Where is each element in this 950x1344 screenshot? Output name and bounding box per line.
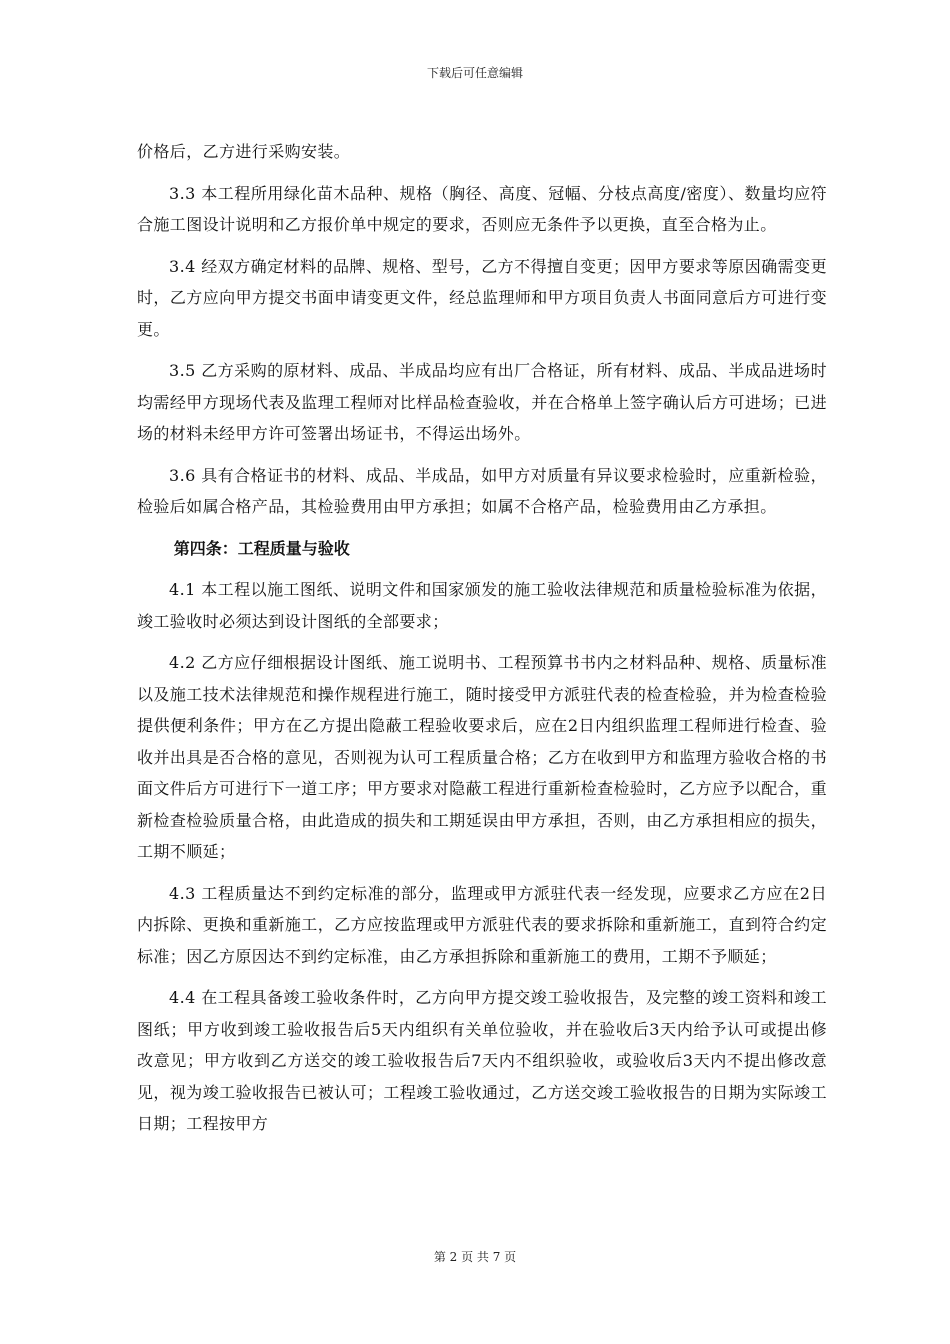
- clause-4-1: 4.1 本工程以施工图纸、说明文件和国家颁发的施工验收法律规范和质量检验标准为依据，竣工验收时必须达到设计图纸的全部要求；: [137, 580, 827, 631]
- page-footer-page-number: 第 2 页 共 7 页: [433, 1250, 517, 1264]
- clause-4-3: 4.3 工程质量达不到约定标准的部分，监理或甲方派驻代表一经发现，应要求乙方应在2日内拆除、更换和重新施工，乙方应按监理或甲方派驻代表的要求拆除和重新施工，直到符合约定标准；因乙方原因达不到约定标准，由乙方承担拆除和重新施工的费用，工期不予顺延；: [137, 883, 827, 966]
- paragraph-continuation: 价格后，乙方进行采购安装。: [137, 142, 351, 161]
- document-body: [137, 136, 827, 1150]
- clause-3-3: 3.3 本工程所用绿化苗木品种、规格（胸径、高度、冠幅、分枝点高度/密度）、数量均应符合施工图设计说明和乙方报价单中规定的要求，否则应无条件予以更换，直至合格为止。: [137, 183, 827, 234]
- clause-4-4: 4.4 在工程具备竣工验收条件时，乙方向甲方提交竣工验收报告，及完整的竣工资料和竣工图纸；甲方收到竣工验收报告后5天内组织有关单位验收，并在验收后3天内给予认可或提出修改意见；甲方收到乙方送交的竣工验收报告后7天内不组织验收，或验收后3天内不提出修改意见，视为竣工验收报告已被认可；工程竣工验收通过，乙方送交竣工验收报告的日期为实际竣工日期；工程按甲方: [137, 988, 827, 1133]
- section-heading-article-4: 第四条：工程质量与验收: [173, 538, 350, 558]
- clause-3-6: 3.6 具有合格证书的材料、成品、半成品，如甲方对质量有异议要求检验时，应重新检验，检验后如属合格产品，其检验费用由甲方承担；如属不合格产品，检验费用由乙方承担。: [137, 465, 827, 516]
- clause-3-5: 3.5 乙方采购的原材料、成品、半成品均应有出厂合格证，所有材料、成品、半成品进场时均需经甲方现场代表及监理工程师对比样品检查验收，并在合格单上签字确认后方可进场；已进场的材料未经甲方许可签署出场证书，不得运出场外。: [137, 361, 827, 443]
- clause-3-4: 3.4 经双方确定材料的品牌、规格、型号，乙方不得擅自变更；因甲方要求等原因确需变更时，乙方应向甲方提交书面申请变更文件，经总监理师和甲方项目负责人书面同意后方可进行变更。: [137, 256, 827, 339]
- clause-4-2: 4.2 乙方应仔细根据设计图纸、施工说明书、工程预算书书内之材料品种、规格、质量标准以及施工技术法律规范和操作规程进行施工，随时接受甲方派驻代表的检查检验，并为检查检验提供便利条件；甲方在乙方提出隐蔽工程验收要求后，应在2日内组织监理工程师进行检查、验收并出具是否合格的意见，否则视为认可工程质量合格；乙方在收到甲方和监理方验收合格的书面文件后方可进行下一道工序；甲方要求对隐蔽工程进行重新检查检验时，乙方应予以配合，重新检查检验质量合格，由此造成的损失和工期延误由甲方承担，否则，由乙方承担相应的损失，工期不顺延；: [137, 653, 827, 861]
- page-header: 下载后可任意编辑: [426, 66, 523, 80]
